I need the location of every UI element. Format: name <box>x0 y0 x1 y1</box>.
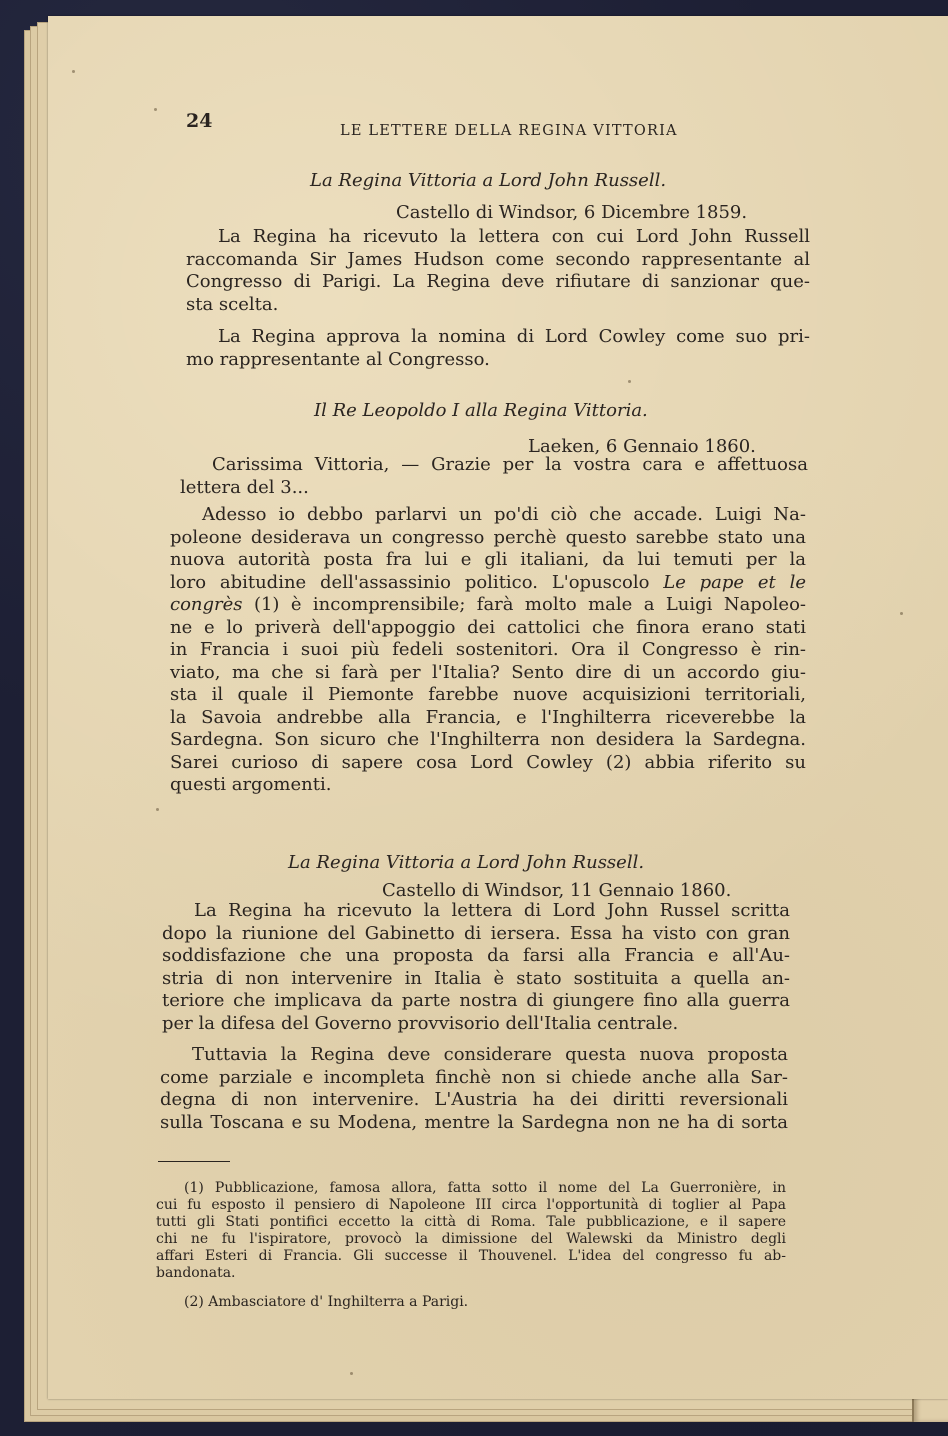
text-line: dopo la riunione del Gabinetto di iersera. Essa ha visto con gran <box>162 922 790 944</box>
text-line: sta scelta. <box>186 293 279 315</box>
text-line: stria di non intervenire in Italia è stato sostituita a quella an- <box>162 967 790 989</box>
letter-dateline: Laeken, 6 Gennaio 1860. <box>528 436 756 457</box>
footnote-rule <box>158 1161 230 1162</box>
text-line: poleone desiderava un congresso perchè questo sarebbe stato una <box>170 526 806 548</box>
text-line: Carissima Vittoria, — Grazie per la vostra cara e affettuosa <box>212 454 808 475</box>
paper-fleck <box>350 1372 353 1375</box>
text-line <box>170 594 806 617</box>
footnote-line: (2) Ambasciatore d' Inghilterra a Parigi. <box>184 1294 469 1310</box>
text-line: per la difesa del Governo provvisorio dell'Italia centrale. <box>162 1012 679 1034</box>
letter-paragraph <box>186 226 810 316</box>
text-line: mo rappresentante al Congresso. <box>186 348 490 370</box>
letter-paragraph <box>186 326 810 371</box>
paper-fleck <box>628 380 631 383</box>
letter-dateline: Castello di Windsor, 6 Dicembre 1859. <box>396 202 748 223</box>
text-line: come parziale e incompleta finchè non si chiede anche alla Sar- <box>160 1066 788 1088</box>
letter-paragraph <box>170 504 806 797</box>
footnote-line: tutti gli Stati pontifici eccetto la città di Roma. Tale pubblicazione, e il sapere <box>156 1214 786 1230</box>
text-line: questi argomenti. <box>170 774 332 795</box>
page-number: 24 <box>186 110 213 132</box>
italic-title: Le pape et le <box>663 571 806 593</box>
letter-heading: Il Re Leopoldo I alla Regina Vittoria. <box>314 400 648 421</box>
footnote-line: cui fu esposto il pensiero di Napoleone III circa l'opportunità di toglier al Papa <box>156 1197 786 1213</box>
text-line: Adesso io debbo parlarvi un po'di ciò che accade. Luigi Na- <box>202 504 806 525</box>
text-line: soddisfazione che una proposta da farsi alla Francia e all'Au- <box>162 945 790 966</box>
footnote-1 <box>156 1180 786 1282</box>
text-line: Sardegna. Son sicuro che l'Inghilterra non desidera la Sardegna. <box>170 729 806 750</box>
text-fragment: loro abitudine dell'assassinio politico. L'opuscolo <box>170 571 664 593</box>
letter-paragraph <box>160 1044 788 1134</box>
text-line: lettera del 3... <box>180 476 309 498</box>
letter-heading: La Regina Vittoria a Lord John Russell. <box>310 170 667 191</box>
letter-heading: La Regina Vittoria a Lord John Russell. <box>288 852 645 873</box>
text-line: sulla Toscana e su Modena, mentre la Sardegna non ne ha di sorta <box>160 1111 788 1133</box>
text-line: raccomanda Sir James Hudson come secondo rappresentante al <box>186 248 810 270</box>
paper-fleck <box>154 108 157 111</box>
text-line: La Regina approva la nomina di Lord Cowley come suo pri- <box>218 326 810 347</box>
paper-fleck <box>72 70 75 73</box>
text-line: La Regina ha ricevuto la lettera di Lord John Russel scritta <box>194 900 790 921</box>
text-line: nuova autorità posta fra lui e gli italiani, da lui temuti per la <box>170 549 806 570</box>
text-line: viato, ma che si farà per l'Italia? Sento dire di un accordo giu- <box>170 661 806 683</box>
footnote-line: (1) Pubblicazione, famosa allora, fatta sotto il nome del La Guerronière, in <box>184 1180 786 1196</box>
footnote-line: bandonata. <box>156 1265 236 1281</box>
text-line: ne e lo priverà dell'appoggio dei cattolici che finora erano stati <box>170 616 806 638</box>
footnote-line: chi ne fu l'ispiratore, provocò la dimissione del Walewski da Ministro degli <box>156 1231 786 1247</box>
text-fragment: (1) è incomprensibile; farà molto male a Luigi Napoleo- <box>253 594 806 615</box>
text-line <box>170 572 806 595</box>
text-line: Congresso di Parigi. La Regina deve rifiutare di sanzionar que- <box>186 271 810 292</box>
text-line: Tuttavia la Regina deve considerare questa nuova proposta <box>192 1044 788 1065</box>
text-line: la Savoia andrebbe alla Francia, e l'Inghilterra riceverebbe la <box>170 706 806 728</box>
paper-fleck <box>900 612 903 615</box>
letter-paragraph <box>162 900 790 1035</box>
running-head: LE LETTERE DELLA REGINA VITTORIA <box>340 123 678 139</box>
letter-paragraph <box>180 454 808 499</box>
text-line: La Regina ha ricevuto la lettera con cui Lord John Russell <box>218 226 810 247</box>
text-line: teriore che implicava da parte nostra di giungere fino alla guerra <box>162 990 790 1011</box>
paper-fleck <box>156 808 159 811</box>
italic-title: congrès <box>170 594 243 615</box>
text-line: in Francia i suoi più fedeli sostenitori. Ora il Congresso è rin- <box>170 639 806 660</box>
footnote-line: affari Esteri di Francia. Gli successe il Thouvenel. L'idea del congresso fu ab- <box>156 1248 786 1264</box>
letter-dateline: Castello di Windsor, 11 Gennaio 1860. <box>382 880 732 901</box>
text-line: sta il quale il Piemonte farebbe nuove acquisizioni territoriali, <box>170 684 806 705</box>
text-line: degna di non intervenire. L'Austria ha dei diritti reversionali <box>160 1089 788 1110</box>
text-line: Sarei curioso di sapere cosa Lord Cowley (2) abbia riferito su <box>170 751 806 773</box>
footnote-2 <box>156 1294 786 1311</box>
